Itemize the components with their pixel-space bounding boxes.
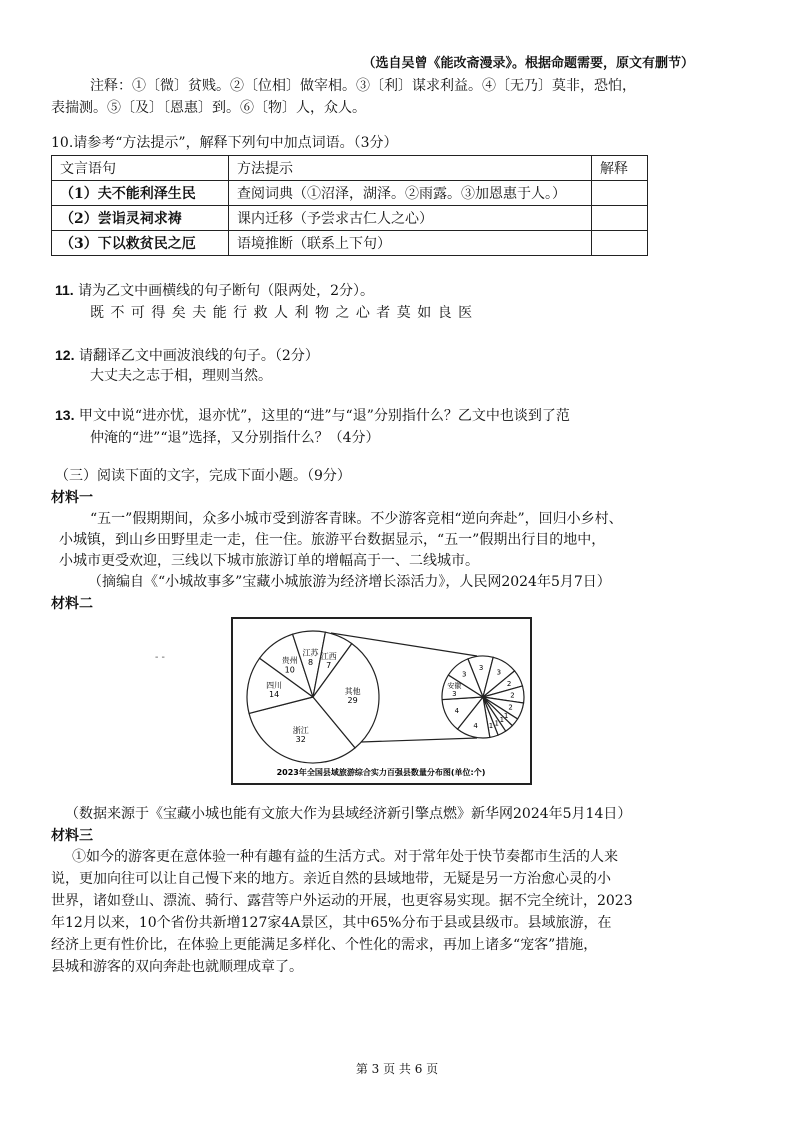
q13-number: 13. [55, 407, 75, 423]
chart-title: 2023年全国县域旅游综合实力百强县数量分布图(单位:个) [276, 768, 486, 777]
main-pie-slice-label: 贵州 [281, 656, 298, 666]
main-pie-slice-label: 浙江 [292, 725, 309, 735]
sub-pie-slice-value: 3 [478, 663, 484, 672]
connector-line-bottom [361, 738, 477, 742]
material-1-line-2: 小城镇，到山乡田野里走一走，住一住。旅游平台数据显示，“五一”假期出行目的地中， [59, 532, 606, 548]
material-3-line-2: 说，更加向往可以让自己慢下来的地方。亲近自然的县域地带，无疑是另一方治愈心灵的小 [51, 871, 611, 887]
table-header-row [52, 156, 648, 181]
q11-text: 请为乙文中画横线的句子断句（限两处，2分）。 [78, 283, 375, 299]
q11-prompt [55, 280, 374, 301]
q13-text-1: 甲文中说“进亦忧，退亦忧”，这里的“进”与“退”分别指什么？乙文中也谈到了范 [78, 408, 570, 424]
main-pie-slice-value: 14 [269, 689, 280, 699]
table-header-cell: 解释 [592, 156, 648, 181]
q12-text: 请翻译乙文中画波浪线的句子。（2分） [78, 348, 319, 364]
scan-mark: - - [155, 652, 165, 663]
q10-prompt: 10.请参考“方法提示”，解释下列句中加点词语。（3分） [51, 135, 398, 151]
sub-pie-slice-value: 4 [473, 722, 478, 731]
table-cell-hint: 查阅词典（①沼泽，湖泽。②雨露。③加恩惠于人。） [229, 181, 592, 206]
table-cell-hint: 语境推断（联系上下句） [229, 231, 592, 256]
main-pie [247, 631, 379, 763]
sub-pie-slice-value: 2 [506, 679, 512, 688]
table-cell-sentence: （1）夫不能利泽生民 [52, 181, 229, 206]
q11-number: 11. [55, 282, 74, 298]
q12-prompt [55, 345, 319, 366]
sub-pie-slice-value: 3 [452, 690, 457, 699]
material-3-line-4: 年12月以来，10个省份共新增127家4A景区，其中65%分布于县或县级市。县域旅游，在 [51, 915, 612, 931]
main-pie-slice-label: 江西 [320, 651, 337, 661]
sub-pie-slice-value: 2 [510, 691, 515, 700]
material-1-label: 材料一 [51, 490, 93, 506]
sub-pie-slice-value: 2 [508, 703, 513, 712]
table-cell-sentence: （2）尝诣灵祠求祷 [52, 206, 229, 231]
pie-chart [233, 619, 530, 783]
q10-table [51, 155, 648, 256]
main-pie-slice-value: 8 [307, 657, 314, 667]
q13-line-2: 仲淹的“进”“退”选择，又分别指什么？（4分） [90, 430, 380, 446]
main-pie-slice-label: 江苏 [302, 648, 319, 658]
table-cell-answer[interactable] [592, 206, 648, 231]
q12-number: 12. [55, 347, 75, 363]
table-row [52, 231, 648, 256]
sub-pie-slice-value: 4 [454, 707, 460, 716]
sub-pie-slice-value: 1 [494, 719, 499, 728]
material-2-source: （数据来源于《宝藏小城也能有文旅大作为县域经济新引擎点燃》新华网2024年5月14日） [65, 806, 632, 822]
material-1-source: （摘编自《“小城故事多”宝藏小城旅游为经济增长添活力》，人民网2024年5月7日） [88, 574, 611, 590]
material-3-line-3: 世界，诸如登山、漂流、骑行、露营等户外运动的开展，也更容易实现。据不完全统计，2023 [51, 893, 633, 909]
table-row [52, 181, 648, 206]
table-header-cell: 文言语句 [52, 156, 229, 181]
sub-pie-slice-value: 1 [503, 711, 509, 720]
main-pie-slice-value: 7 [326, 661, 332, 671]
table-cell-answer[interactable] [592, 231, 648, 256]
sub-pie-slice-label: 安徽 [447, 682, 462, 691]
sub-pie-slice-value: 3 [496, 668, 502, 677]
section3-title: （三）阅读下面的文字，完成下面小题。（9分） [55, 468, 351, 484]
table-header-cell: 方法提示 [229, 156, 592, 181]
notes-line-2: 表揣测。⑤〔及〕〔恩惠〕到。⑥〔物〕人，众人。 [51, 100, 366, 116]
main-pie-slice-label: 其他 [344, 686, 361, 696]
page-number: 第 3 页 共 6 页 [355, 1062, 439, 1076]
material-3-line-6: 县城和游客的双向奔赴也就顺理成章了。 [51, 959, 303, 975]
material-2-label: 材料二 [51, 596, 93, 612]
table-cell-sentence: （3）下以救贫民之厄 [52, 231, 229, 256]
main-pie-slice-value: 32 [295, 735, 306, 745]
main-pie-slice-value: 10 [284, 665, 295, 675]
material-1-line-3: 小城市更受欢迎，三线以下城市旅游订单的增幅高于一、二线城市。 [59, 553, 479, 569]
table-cell-answer[interactable] [592, 181, 648, 206]
sub-pie [442, 656, 524, 738]
material-3-line-1: ①如今的游客更在意体验一种有趣有益的生活方式。对于常年处于快节奏都市生活的人来 [72, 849, 618, 865]
notes-line-1: 注释：①〔微〕贫贱。②〔位相〕做宰相。③〔利〕谋求利益。④〔无乃〕莫非，恐怕， [90, 78, 636, 94]
table-cell-hint: 课内迁移（予尝求古仁人之心） [229, 206, 592, 231]
sub-pie-slice-value: 3 [461, 670, 467, 679]
q13-line-1 [55, 405, 570, 426]
main-pie-slice-value: 29 [347, 696, 358, 706]
material-1-line-1: “五一”假期期间，众多小城市受到游客青睐。不少游客竞相“逆向奔赴”，回归小乡村、 [90, 511, 623, 527]
sub-pie-slice-value: 1 [499, 716, 505, 725]
sub-pie-slice-value: 1 [488, 721, 494, 730]
main-pie-slice-label: 四川 [266, 680, 283, 690]
q12-passage: 大丈夫之志于相，理则当然。 [90, 368, 272, 384]
source-citation: （选自吴曾《能改斋漫录》。根据命题需要，原文有删节） [362, 56, 694, 71]
q11-passage: 既 不 可 得 矣 夫 能 行 救 人 利 物 之 心 者 莫 如 良 医 [90, 305, 474, 321]
pie-chart-box [231, 617, 532, 785]
table-row [52, 206, 648, 231]
material-3-label: 材料三 [51, 828, 93, 844]
material-3-line-5: 经济上更有性价比，在体验上更能满足多样化、个性化的需求，再加上诸多“宠客”措施， [51, 937, 598, 953]
